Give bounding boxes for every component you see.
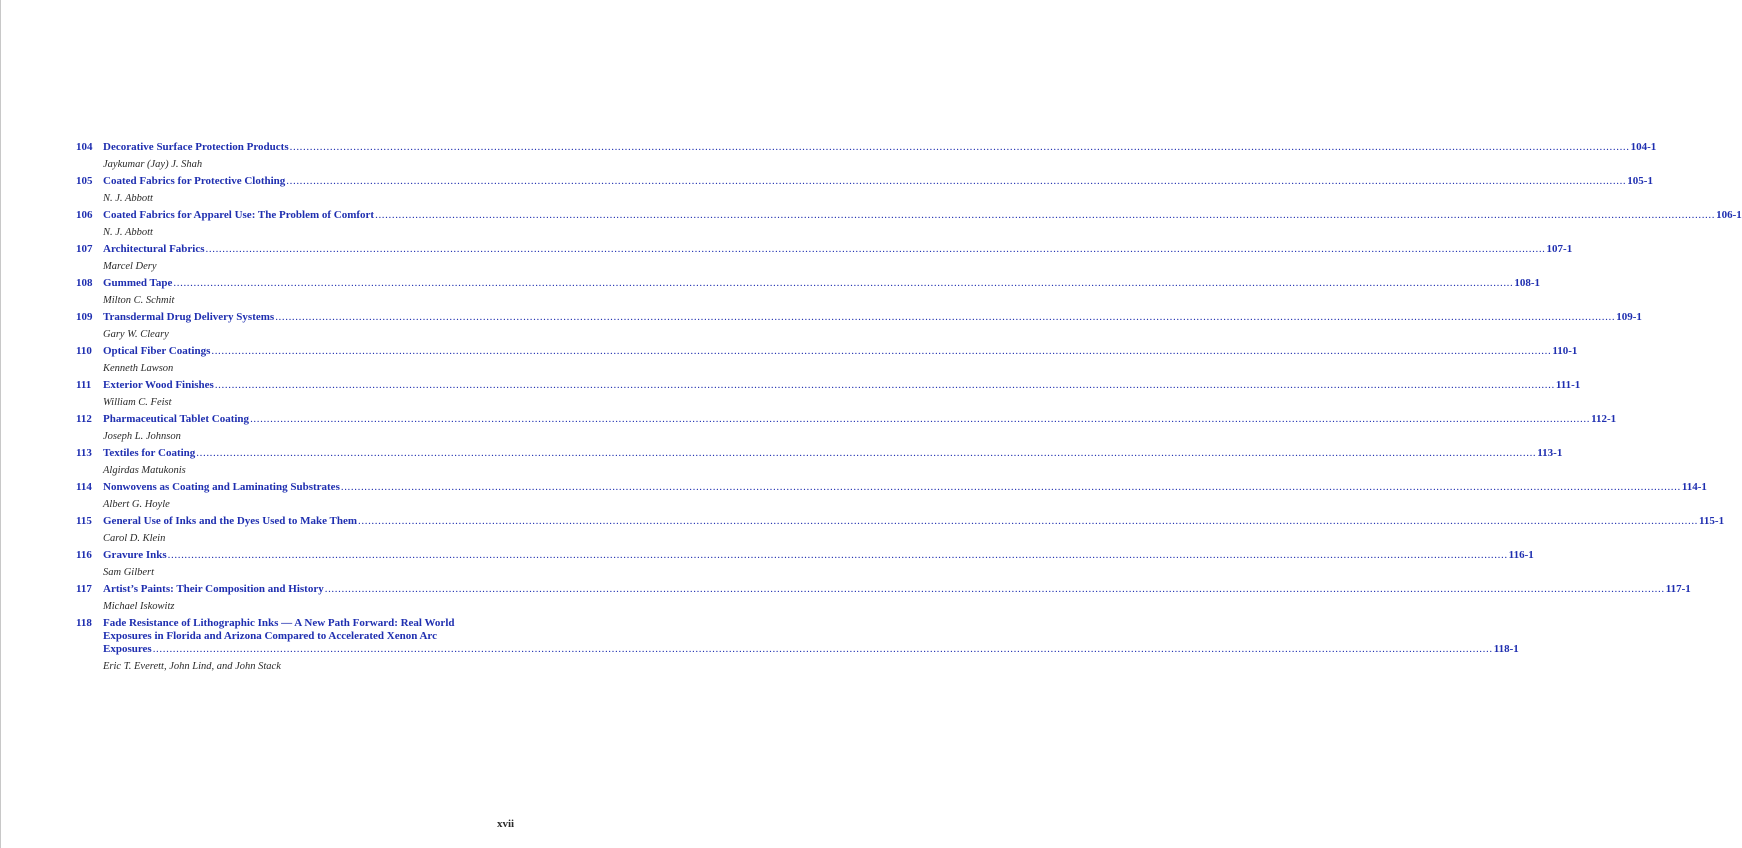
chapter-title[interactable]	[103, 345, 1577, 358]
dot-leader: ................................................................................................................................................................................................................................................................................................................................................................................................................	[173, 277, 1514, 289]
chapter-title-line[interactable]: Fade Resistance of Lithographic Inks — A New Path Forward: Real World	[103, 617, 455, 629]
chapter-title-line[interactable]: Gummed Tape	[103, 277, 173, 289]
dot-leader: ................................................................................................................................................................................................................................................................................................................................................................................................................	[167, 549, 1508, 561]
chapter-author: Jaykumar (Jay) J. Shah	[103, 159, 203, 170]
toc-entry-title-row[interactable]	[76, 413, 1617, 426]
chapter-page-number[interactable]: 116-1	[1508, 549, 1534, 561]
toc-entry-title-row[interactable]	[76, 345, 1578, 358]
toc-entry	[76, 447, 1563, 477]
chapter-author: Milton C. Schmit	[103, 295, 175, 306]
dot-leader: ................................................................................................................................................................................................................................................................................................................................................................................................................	[214, 379, 1555, 391]
toc-entry	[76, 175, 1653, 205]
chapter-title[interactable]	[103, 141, 1656, 154]
dot-leader: ................................................................................................................................................................................................................................................................................................................................................................................................................	[211, 345, 1552, 357]
chapter-author: Carol D. Klein	[103, 533, 166, 544]
chapter-title[interactable]	[103, 447, 1562, 460]
chapter-number: 107	[76, 243, 93, 255]
chapter-number: 108	[76, 277, 93, 289]
chapter-number: 104	[76, 141, 93, 153]
dot-leader: ................................................................................................................................................................................................................................................................................................................................................................................................................	[152, 643, 1493, 655]
toc-entry-title-row[interactable]	[76, 277, 1541, 290]
chapter-title[interactable]	[103, 209, 1742, 222]
chapter-title[interactable]	[103, 311, 1642, 324]
chapter-number: 115	[76, 515, 92, 527]
chapter-page-number[interactable]: 110-1	[1552, 345, 1578, 357]
chapter-author: Eric T. Everett, John Lind, and John Stack	[103, 661, 281, 672]
chapter-author: Sam Gilbert	[103, 567, 155, 578]
chapter-title[interactable]	[103, 243, 1572, 256]
chapter-page-number[interactable]: 115-1	[1699, 515, 1725, 527]
chapter-title-line[interactable]: General Use of Inks and the Dyes Used to Make Them	[103, 515, 358, 527]
chapter-title-line[interactable]: Architectural Fabrics	[103, 243, 205, 255]
chapter-title-line[interactable]: Coated Fabrics for Apparel Use: The Problem of Comfort	[103, 209, 375, 221]
toc-entry-title-row[interactable]	[76, 379, 1581, 392]
toc-entry	[76, 379, 1581, 409]
chapter-page-number[interactable]: 112-1	[1591, 413, 1617, 425]
chapter-page-number[interactable]: 118-1	[1493, 643, 1519, 655]
chapter-page-number[interactable]: 113-1	[1537, 447, 1563, 459]
toc-entry	[76, 209, 1742, 239]
chapter-author: N. J. Abbott	[103, 193, 153, 204]
toc-entry-title-row[interactable]	[76, 311, 1642, 324]
chapter-title-line[interactable]: Artist’s Paints: Their Composition and History	[103, 583, 324, 595]
chapter-title-line[interactable]: Transdermal Drug Delivery Systems	[103, 311, 275, 323]
chapter-number: 116	[76, 549, 92, 561]
chapter-page-number[interactable]: 111-1	[1555, 379, 1581, 391]
chapter-number: 113	[76, 447, 92, 459]
chapter-title-line[interactable]: Gravure Inks	[103, 549, 167, 561]
chapter-author: Marcel Dery	[103, 261, 157, 272]
chapter-author: William C. Feist	[103, 397, 172, 408]
chapter-author: Joseph L. Johnson	[103, 431, 181, 442]
chapter-title[interactable]	[103, 515, 1724, 528]
chapter-page-number[interactable]: 107-1	[1546, 243, 1573, 255]
dot-leader: ................................................................................................................................................................................................................................................................................................................................................................................................................	[358, 515, 1699, 527]
chapter-title[interactable]	[103, 583, 1691, 596]
chapter-author: N. J. Abbott	[103, 227, 153, 238]
dot-leader: ................................................................................................................................................................................................................................................................................................................................................................................................................	[340, 481, 1681, 493]
chapter-title[interactable]	[103, 549, 1534, 562]
chapter-number: 117	[76, 583, 92, 595]
toc-entry-title-row[interactable]	[76, 583, 1691, 596]
chapter-number: 105	[76, 175, 93, 187]
toc-entry-title-row[interactable]	[76, 243, 1573, 256]
chapter-title[interactable]	[103, 277, 1540, 290]
toc-entry-title-row[interactable]	[76, 141, 1657, 154]
dot-leader: ................................................................................................................................................................................................................................................................................................................................................................................................................	[250, 413, 1591, 425]
toc-entry	[76, 481, 1707, 511]
table-of-contents	[76, 141, 1742, 677]
chapter-title[interactable]	[103, 175, 1653, 188]
toc-entry-title-row[interactable]	[76, 447, 1563, 460]
chapter-page-number[interactable]: 109-1	[1616, 311, 1642, 323]
chapter-title[interactable]	[103, 379, 1580, 392]
chapter-title-line[interactable]: Coated Fabrics for Protective Clothing	[103, 175, 286, 187]
chapter-page-number[interactable]: 106-1	[1716, 209, 1742, 221]
chapter-number: 106	[76, 209, 93, 221]
chapter-title-line[interactable]: Exterior Wood Finishes	[103, 379, 214, 391]
chapter-number: 112	[76, 413, 92, 425]
toc-entry	[76, 243, 1573, 273]
chapter-page-number[interactable]: 117-1	[1665, 583, 1691, 595]
toc-entry	[76, 311, 1642, 341]
chapter-title[interactable]	[103, 617, 1519, 656]
chapter-author: Gary W. Cleary	[103, 329, 169, 340]
chapter-title[interactable]	[103, 481, 1707, 494]
toc-entry	[76, 413, 1617, 443]
toc-entry-title-row[interactable]	[76, 515, 1725, 528]
chapter-page-number[interactable]: 105-1	[1627, 175, 1653, 187]
toc-entry	[76, 515, 1725, 545]
dot-leader: ................................................................................................................................................................................................................................................................................................................................................................................................................	[196, 447, 1537, 459]
chapter-title-line[interactable]: Exposures	[103, 643, 152, 655]
dot-leader: ................................................................................................................................................................................................................................................................................................................................................................................................................	[205, 243, 1546, 255]
chapter-title-line[interactable]: Optical Fiber Coatings	[103, 345, 211, 357]
toc-entry-title-row[interactable]	[76, 549, 1534, 562]
chapter-number: 110	[76, 345, 92, 357]
toc-entry	[76, 617, 1519, 673]
chapter-number: 114	[76, 481, 92, 493]
chapter-author: Michael Iskowitz	[103, 601, 175, 612]
chapter-author: Algirdas Matukonis	[103, 465, 186, 476]
toc-entry	[76, 583, 1691, 613]
chapter-author: Albert G. Hoyle	[103, 499, 170, 510]
dot-leader: ................................................................................................................................................................................................................................................................................................................................................................................................................	[375, 209, 1716, 221]
dot-leader: ................................................................................................................................................................................................................................................................................................................................................................................................................	[286, 175, 1627, 187]
chapter-number: 118	[76, 617, 92, 629]
toc-entry	[76, 345, 1578, 375]
toc-entry-title-row[interactable]	[76, 481, 1707, 494]
chapter-title-line[interactable]: Nonwovens as Coating and Laminating Substrates	[103, 481, 340, 493]
toc-entry-title-row[interactable]	[76, 209, 1742, 222]
chapter-number: 109	[76, 311, 93, 323]
chapter-title-line[interactable]: Pharmaceutical Tablet Coating	[103, 413, 250, 425]
chapter-title[interactable]	[103, 413, 1616, 426]
page-edge	[0, 0, 1, 848]
toc-entry	[76, 141, 1657, 171]
toc-entry	[76, 277, 1541, 307]
chapter-page-number[interactable]: 108-1	[1514, 277, 1541, 289]
dot-leader: ................................................................................................................................................................................................................................................................................................................................................................................................................	[324, 583, 1665, 595]
chapter-title-line[interactable]: Textiles for Coating	[103, 447, 196, 459]
chapter-number: 111	[76, 379, 92, 391]
toc-entry-title-row[interactable]	[76, 175, 1653, 188]
dot-leader: ................................................................................................................................................................................................................................................................................................................................................................................................................	[275, 311, 1616, 323]
chapter-title-line[interactable]: Decorative Surface Protection Products	[103, 141, 289, 153]
chapter-page-number[interactable]: 104-1	[1630, 141, 1657, 153]
page-number: xvii	[497, 818, 515, 830]
chapter-page-number[interactable]: 114-1	[1681, 481, 1707, 493]
toc-entry	[76, 549, 1534, 579]
toc-entry-title-row[interactable]	[76, 617, 1519, 656]
chapter-title-line[interactable]: Exposures in Florida and Arizona Compared to Accelerated Xenon Arc	[103, 630, 437, 642]
dot-leader: ................................................................................................................................................................................................................................................................................................................................................................................................................	[289, 141, 1630, 153]
chapter-author: Kenneth Lawson	[103, 363, 174, 374]
